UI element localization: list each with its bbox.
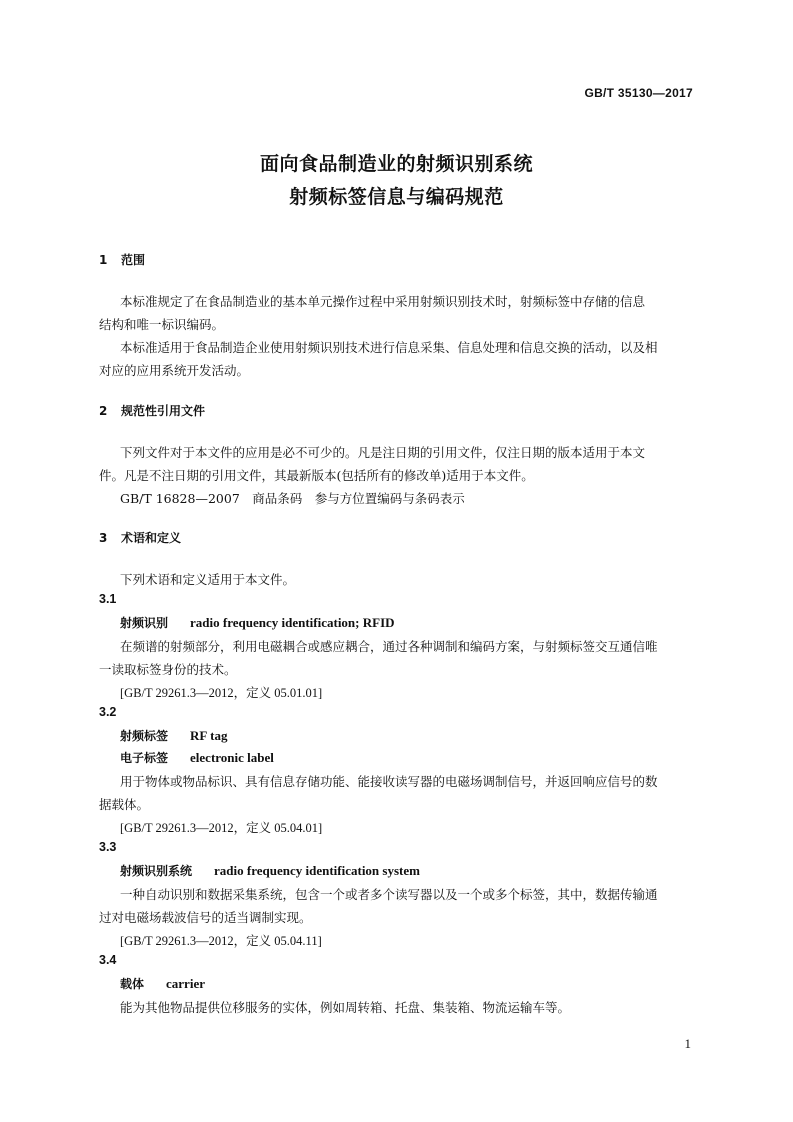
definition-line: 一种自动识别和数据采集系统，包含一个或者多个读写器以及一个或多个标签，其中，数据传输通 <box>120 887 658 902</box>
definition-line: 用于物体或物品标识、具有信息存储功能、能接收读写器的电磁场调制信号，并返回响应信号的数 <box>120 774 658 789</box>
paragraph-line: 本标准规定了在食品制造业的基本单元操作过程中采用射频识别技术时，射频标签中存储的信息 <box>120 294 646 309</box>
term-chinese: 射频识别系统 <box>120 864 193 878</box>
definition-line: 在频谱的射频部分，利用电磁耦合或感应耦合，通过各种调制和编码方案，与射频标签交互通信唯 <box>120 639 658 654</box>
section-title: 范围 <box>121 253 146 267</box>
page-number: 1 <box>684 1036 691 1051</box>
term-entry <box>120 614 395 631</box>
clause-number: 3.2 <box>99 705 117 719</box>
section-number: 2 <box>99 404 108 418</box>
definition-line: 过对电磁场载波信号的适当调制实现。 <box>99 910 312 925</box>
clause-number: 3.1 <box>99 592 117 606</box>
normative-reference: GB/T 16828—2007 商品条码 参与方位置编码与条码表示 <box>120 491 465 506</box>
term-english: radio frequency identification system <box>214 863 420 878</box>
term-chinese: 载体 <box>120 977 145 991</box>
definition-line: 一读取标签身份的技术。 <box>99 662 237 677</box>
definition-source: [GB/T 29261.3—2012，定义 05.04.01] <box>120 821 323 835</box>
paragraph-line: 下列文件对于本文件的应用是必不可少的。凡是注日期的引用文件，仅注日期的版本适用于本文 <box>120 445 646 460</box>
paragraph-line: 结构和唯一标识编码。 <box>99 317 225 332</box>
definition-source: [GB/T 29261.3—2012，定义 05.04.11] <box>120 934 322 948</box>
paragraph-line: 件。凡是不注日期的引用文件，其最新版本(包括所有的修改单)适用于本文件。 <box>99 468 534 483</box>
term-english: electronic label <box>190 750 274 765</box>
section-number: 1 <box>99 253 108 267</box>
clause-number: 3.4 <box>99 953 117 967</box>
section-1-heading <box>99 251 145 268</box>
paragraph-line: 本标准适用于食品制造企业使用射频识别技术进行信息采集、信息处理和信息交换的活动，以及相 <box>120 340 658 355</box>
term-chinese: 射频标签 <box>120 729 169 743</box>
term-entry <box>120 975 205 992</box>
term-entry <box>120 727 227 744</box>
section-number: 3 <box>99 531 108 545</box>
paragraph-line: 对应的应用系统开发活动。 <box>99 363 250 378</box>
term-english: radio frequency identification; RFID <box>190 615 395 630</box>
paragraph-line: 下列术语和定义适用于本文件。 <box>120 572 296 587</box>
term-english: carrier <box>166 976 205 991</box>
section-title: 术语和定义 <box>121 531 182 545</box>
term-english: RF tag <box>190 728 228 743</box>
clause-number: 3.3 <box>99 840 117 854</box>
document-title-line-1: 面向食品制造业的射频识别系统 <box>259 153 533 175</box>
term-chinese: 射频识别 <box>120 616 169 630</box>
section-title: 规范性引用文件 <box>121 404 206 418</box>
document-title-line-2: 射频标签信息与编码规范 <box>289 186 504 208</box>
document-code: GB/T 35130—2017 <box>584 86 693 100</box>
definition-source: [GB/T 29261.3—2012，定义 05.01.01] <box>120 686 323 700</box>
definition-line: 据载体。 <box>99 797 150 812</box>
definition-line: 能为其他物品提供位移服务的实体，例如周转箱、托盘、集装箱、物流运输车等。 <box>120 1000 571 1015</box>
term-entry-admitted <box>120 749 274 766</box>
term-entry <box>120 862 420 879</box>
term-chinese: 电子标签 <box>120 751 169 765</box>
section-3-heading <box>99 529 181 546</box>
section-2-heading <box>99 402 205 419</box>
